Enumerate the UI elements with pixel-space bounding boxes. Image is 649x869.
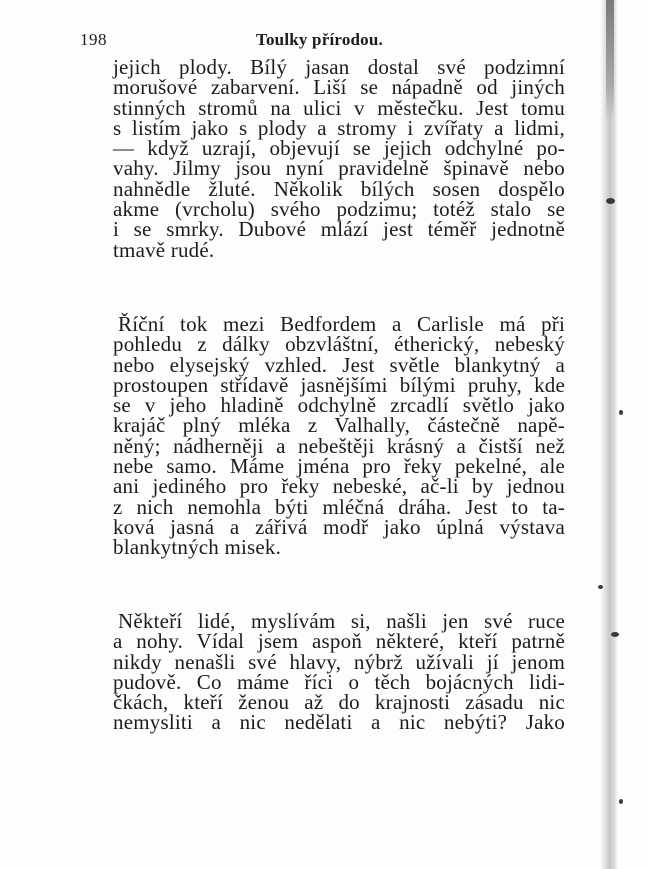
page-gutter-shadow bbox=[600, 0, 618, 869]
scan-speck bbox=[598, 585, 603, 589]
text-line: Říční tok mezi Bedfordem a Carlisle má při bbox=[118, 312, 565, 336]
text-line: akme (vrcholu) svého podzimu; totéž stalo se bbox=[113, 197, 565, 222]
text-line: čkách, kteří ženou až do krajnosti zásadu nic bbox=[113, 690, 565, 715]
text-line: prostoupen střídavě jasnějšími bílými pruhy, kde bbox=[113, 372, 565, 397]
text-line: stinných stromů na ulici v městečku. Jest tomu bbox=[113, 95, 565, 120]
text-line: morušové zabarvení. Liší se nápadně od jiných bbox=[113, 75, 565, 100]
text-line: pohledu z dálky obzvláštní, étherický, nebeský bbox=[113, 332, 565, 357]
text-line: něný; nádherněji a nebeštěji krásný a čistší než bbox=[113, 433, 565, 458]
text-line: vahy. Jilmy jsou nyní pravidelně špinavě nebo bbox=[113, 156, 565, 181]
scan-speck bbox=[619, 410, 623, 415]
text-line: nikdy nenašli své hlavy, nýbrž užívali jí jenom bbox=[113, 649, 565, 674]
scan-speck bbox=[619, 799, 623, 804]
text-line: nemysliti a nic nedělati a nic nebýti? Jako bbox=[113, 710, 565, 735]
text-line: se v jeho hladině odchylně zrcadlí světlo jako bbox=[113, 393, 565, 418]
text-line: tmavě rudé. bbox=[113, 237, 215, 262]
running-title: Toulky přírodou. bbox=[256, 30, 383, 49]
text-line: a nohy. Vídal jsem aspoň některé, kteří patrně bbox=[113, 629, 565, 654]
text-line: blankytných misek. bbox=[113, 535, 282, 560]
paragraph-2 bbox=[113, 314, 565, 558]
text-line: — když uzrají, objevují se jejich odchylné po- bbox=[113, 136, 565, 161]
text-line: z nich nemohla býti mléčná dráha. Jest to ta- bbox=[113, 494, 565, 519]
text-line: nahnědle žluté. Několik bílých sosen dospělo bbox=[113, 176, 565, 201]
text-line: nebo elysejský vzhled. Jest světle blankytný a bbox=[113, 352, 565, 377]
paragraph-3 bbox=[113, 611, 565, 733]
page-gutter-dark bbox=[606, 0, 614, 120]
scan-speck bbox=[606, 198, 615, 204]
text-line: pudově. Co máme říci o těch bojácných lidi- bbox=[113, 669, 565, 694]
text-line: ková jasná a zářivá modř jako úplná výstava bbox=[113, 514, 565, 539]
text-line: s listím jako s plody a stromy i zvířaty a lidmi, bbox=[113, 115, 565, 140]
paragraph-1 bbox=[113, 57, 565, 260]
text-line: ani jediného pro řeky nebeské, ač-li by jednou bbox=[113, 474, 565, 499]
text-line: krajáč plný mléka z Valhally, částečně napě- bbox=[113, 413, 565, 438]
page-number: 198 bbox=[80, 30, 107, 49]
text-line: jejich plody. Bílý jasan dostal své podzimní bbox=[113, 55, 565, 79]
text-line: i se smrky. Dubové mlází jest téměř jednotně bbox=[113, 217, 565, 242]
page-header bbox=[80, 30, 570, 54]
text-line: nebe samo. Máme jména pro řeky pekelné, ale bbox=[113, 454, 565, 479]
scan-speck bbox=[611, 632, 619, 637]
text-line: Někteří lidé, myslívám si, našli jen své ruce bbox=[118, 609, 565, 633]
